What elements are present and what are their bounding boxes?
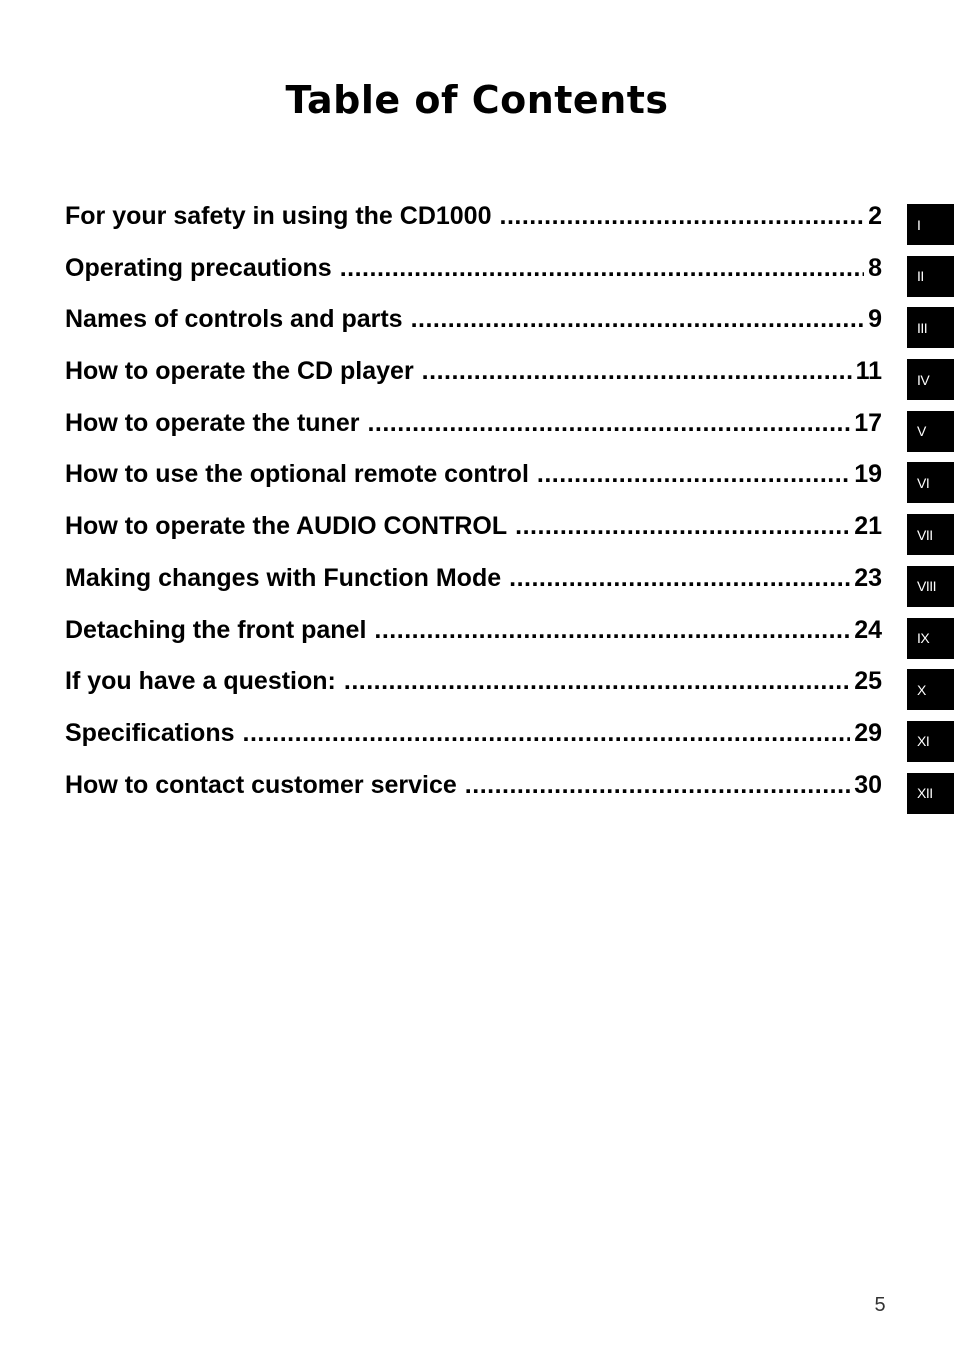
section-tab-4[interactable]: IV: [907, 359, 954, 400]
toc-entry-label: How to contact customer service: [65, 770, 457, 799]
toc-entry-page: 29: [854, 718, 882, 747]
toc-entry-page: 9: [868, 305, 882, 334]
toc-entry-label: Making changes with Function Mode: [65, 563, 502, 592]
dot-leader: [537, 460, 850, 489]
toc-entry-page: 25: [854, 667, 882, 696]
toc-entry-specifications[interactable]: [65, 719, 882, 771]
dot-leader: [422, 357, 852, 386]
toc-entry-page: 11: [855, 357, 882, 386]
toc-entry-page: 2: [868, 202, 882, 230]
toc-entry-label: How to operate the tuner: [65, 408, 360, 437]
section-tab-10[interactable]: X: [907, 669, 954, 710]
page-number: 5: [874, 1294, 886, 1316]
toc-entry-names-of-controls[interactable]: [65, 305, 882, 357]
toc-entry-label: How to operate the CD player: [65, 357, 414, 386]
toc-entry-function-mode[interactable]: [65, 564, 882, 616]
toc-entry-label: Detaching the front panel: [65, 615, 367, 644]
toc-entry-audio-control[interactable]: [65, 512, 882, 564]
dot-leader: [243, 719, 851, 748]
section-tab-12[interactable]: XII: [907, 773, 954, 814]
toc-entry-label: Names of controls and parts: [65, 305, 403, 334]
toc-entry-label: For your safety in using the CD1000: [65, 202, 492, 230]
section-tab-strip: [907, 204, 954, 824]
section-tab-5[interactable]: V: [907, 411, 954, 452]
toc-entry-page: 24: [854, 615, 882, 644]
table-of-contents: [65, 202, 882, 822]
dot-leader: [340, 254, 864, 283]
toc-entry-page: 23: [854, 563, 882, 592]
dot-leader: [465, 771, 850, 800]
toc-entry-label: How to use the optional remote control: [65, 460, 529, 489]
toc-entry-page: 17: [854, 408, 882, 437]
dot-leader: [500, 202, 865, 231]
toc-entry-page: 30: [854, 770, 882, 799]
toc-entry-remote-control[interactable]: [65, 460, 882, 512]
section-tab-11[interactable]: XI: [907, 721, 954, 762]
section-tab-6[interactable]: VI: [907, 462, 954, 503]
section-tab-1[interactable]: I: [907, 204, 954, 245]
toc-entry-safety[interactable]: [65, 202, 882, 254]
toc-entry-tuner[interactable]: [65, 409, 882, 461]
toc-entry-question[interactable]: [65, 667, 882, 719]
dot-leader: [509, 564, 850, 593]
dot-leader: [411, 305, 865, 334]
section-tab-2[interactable]: II: [907, 256, 954, 297]
dot-leader: [344, 667, 850, 696]
toc-entry-page: 8: [868, 253, 882, 282]
toc-entry-front-panel[interactable]: [65, 616, 882, 668]
toc-entry-page: 21: [854, 512, 882, 541]
section-tab-3[interactable]: III: [907, 307, 954, 348]
toc-entry-cd-player[interactable]: [65, 357, 882, 409]
page-title: Table of Contents: [285, 78, 669, 122]
dot-leader: [515, 512, 850, 541]
section-tab-8[interactable]: VIII: [907, 566, 954, 607]
dot-leader: [374, 616, 850, 645]
toc-entry-label: If you have a question:: [65, 667, 336, 696]
dot-leader: [367, 409, 850, 438]
toc-entry-label: How to operate the AUDIO CONTROL: [65, 512, 508, 541]
toc-entry-customer-service[interactable]: [65, 771, 882, 823]
section-tab-9[interactable]: IX: [907, 618, 954, 659]
section-tab-7[interactable]: VII: [907, 514, 954, 555]
toc-entry-page: 19: [854, 460, 882, 489]
toc-entry-operating-precautions[interactable]: [65, 254, 882, 306]
toc-entry-label: Operating precautions: [65, 253, 332, 282]
toc-entry-label: Specifications: [65, 718, 235, 747]
